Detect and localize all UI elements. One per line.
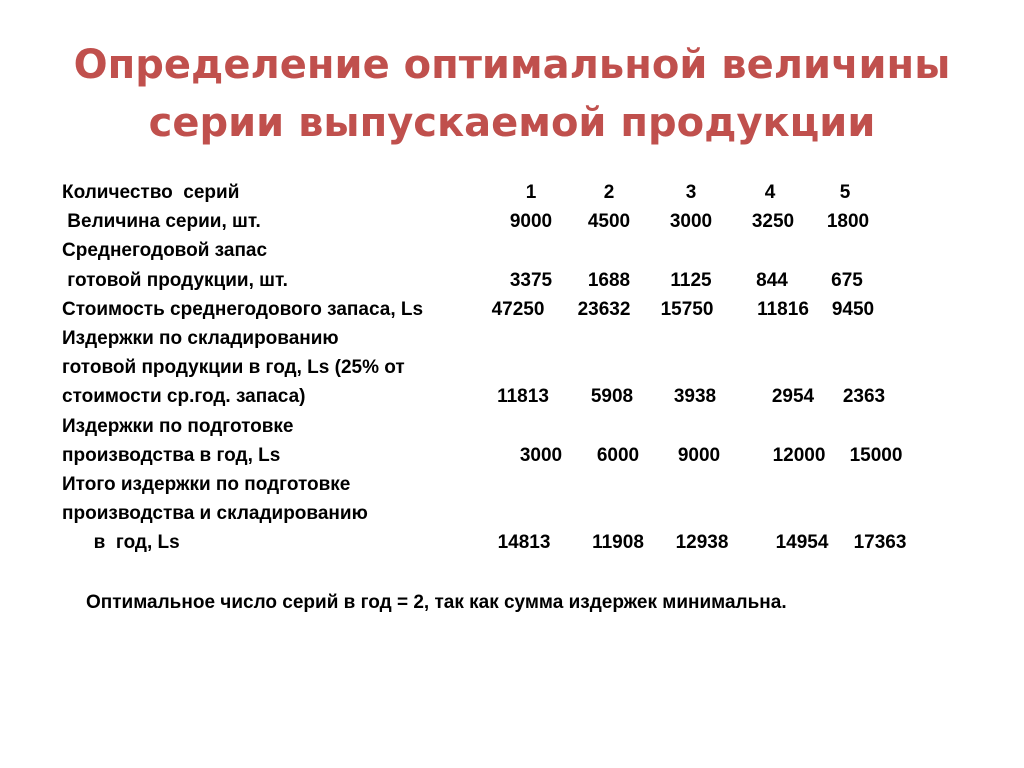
cell-value: 2363 <box>842 386 886 408</box>
row-label: Величина серии, шт. <box>62 211 261 233</box>
cell-value: 2 <box>603 182 615 203</box>
row-label: готовой продукции в год, Ls (25% от <box>62 357 405 379</box>
cell-value: 675 <box>831 269 863 291</box>
cell-value: 9000 <box>509 211 553 233</box>
cell-value: 12938 <box>675 532 729 554</box>
cell-value: 5908 <box>590 386 634 408</box>
cell-value: 11816 <box>757 298 809 320</box>
cell-value: 9450 <box>831 298 875 320</box>
cell-value: 1 <box>525 182 537 203</box>
cell-value: 3250 <box>751 211 795 233</box>
row-label: производства в год, Ls <box>62 444 281 466</box>
conclusion-text: Оптимальное число серий в год = 2, так как сумма издержек минимальна. <box>86 592 787 613</box>
cell-value: 11908 <box>592 532 644 554</box>
cell-value: 4500 <box>587 211 631 233</box>
cell-value: 47250 <box>491 298 545 320</box>
row-label: производства и складированию <box>62 503 368 525</box>
cell-value: 9000 <box>677 444 721 466</box>
row-label: Издержки по подготовке <box>62 415 294 437</box>
cell-value: 14813 <box>497 532 551 554</box>
row-label: Итого издержки по подготовке <box>62 474 351 495</box>
row-label: Стоимость среднегодового запаса, Ls <box>62 298 424 320</box>
cell-value: 12000 <box>772 444 826 466</box>
cell-value: 3000 <box>519 444 563 466</box>
cell-value: 844 <box>756 269 788 291</box>
cell-value: 3 <box>685 182 697 203</box>
row-label: Количество серий <box>62 182 240 203</box>
slide-title-line-1: Определение оптимальной величины <box>73 42 951 88</box>
cell-value: 5 <box>839 182 851 203</box>
cell-value: 6000 <box>596 444 640 466</box>
cell-value: 1688 <box>587 269 631 291</box>
cell-value: 23632 <box>577 298 631 320</box>
cell-value: 4 <box>764 182 776 203</box>
cell-value: 1125 <box>670 269 712 291</box>
cell-value: 15750 <box>660 298 714 320</box>
cell-value: 14954 <box>775 532 829 554</box>
cell-value: 3938 <box>673 386 717 408</box>
cell-value: 3375 <box>509 269 553 291</box>
row-label: Среднегодовой запас <box>62 240 268 262</box>
cell-value: 11813 <box>497 386 549 408</box>
cell-value: 2954 <box>771 386 815 408</box>
cell-value: 17363 <box>853 532 907 554</box>
row-label: Издержки по складированию <box>62 328 339 349</box>
cell-value: 3000 <box>669 211 713 233</box>
cell-value: 1800 <box>826 211 870 233</box>
row-label: стоимости ср.год. запаса) <box>62 386 306 408</box>
row-label: готовой продукции, шт. <box>62 269 288 291</box>
row-label: в год, Ls <box>62 532 180 554</box>
cell-value: 15000 <box>849 444 903 466</box>
slide-title-line-2: серии выпускаемой продукции <box>148 100 876 146</box>
